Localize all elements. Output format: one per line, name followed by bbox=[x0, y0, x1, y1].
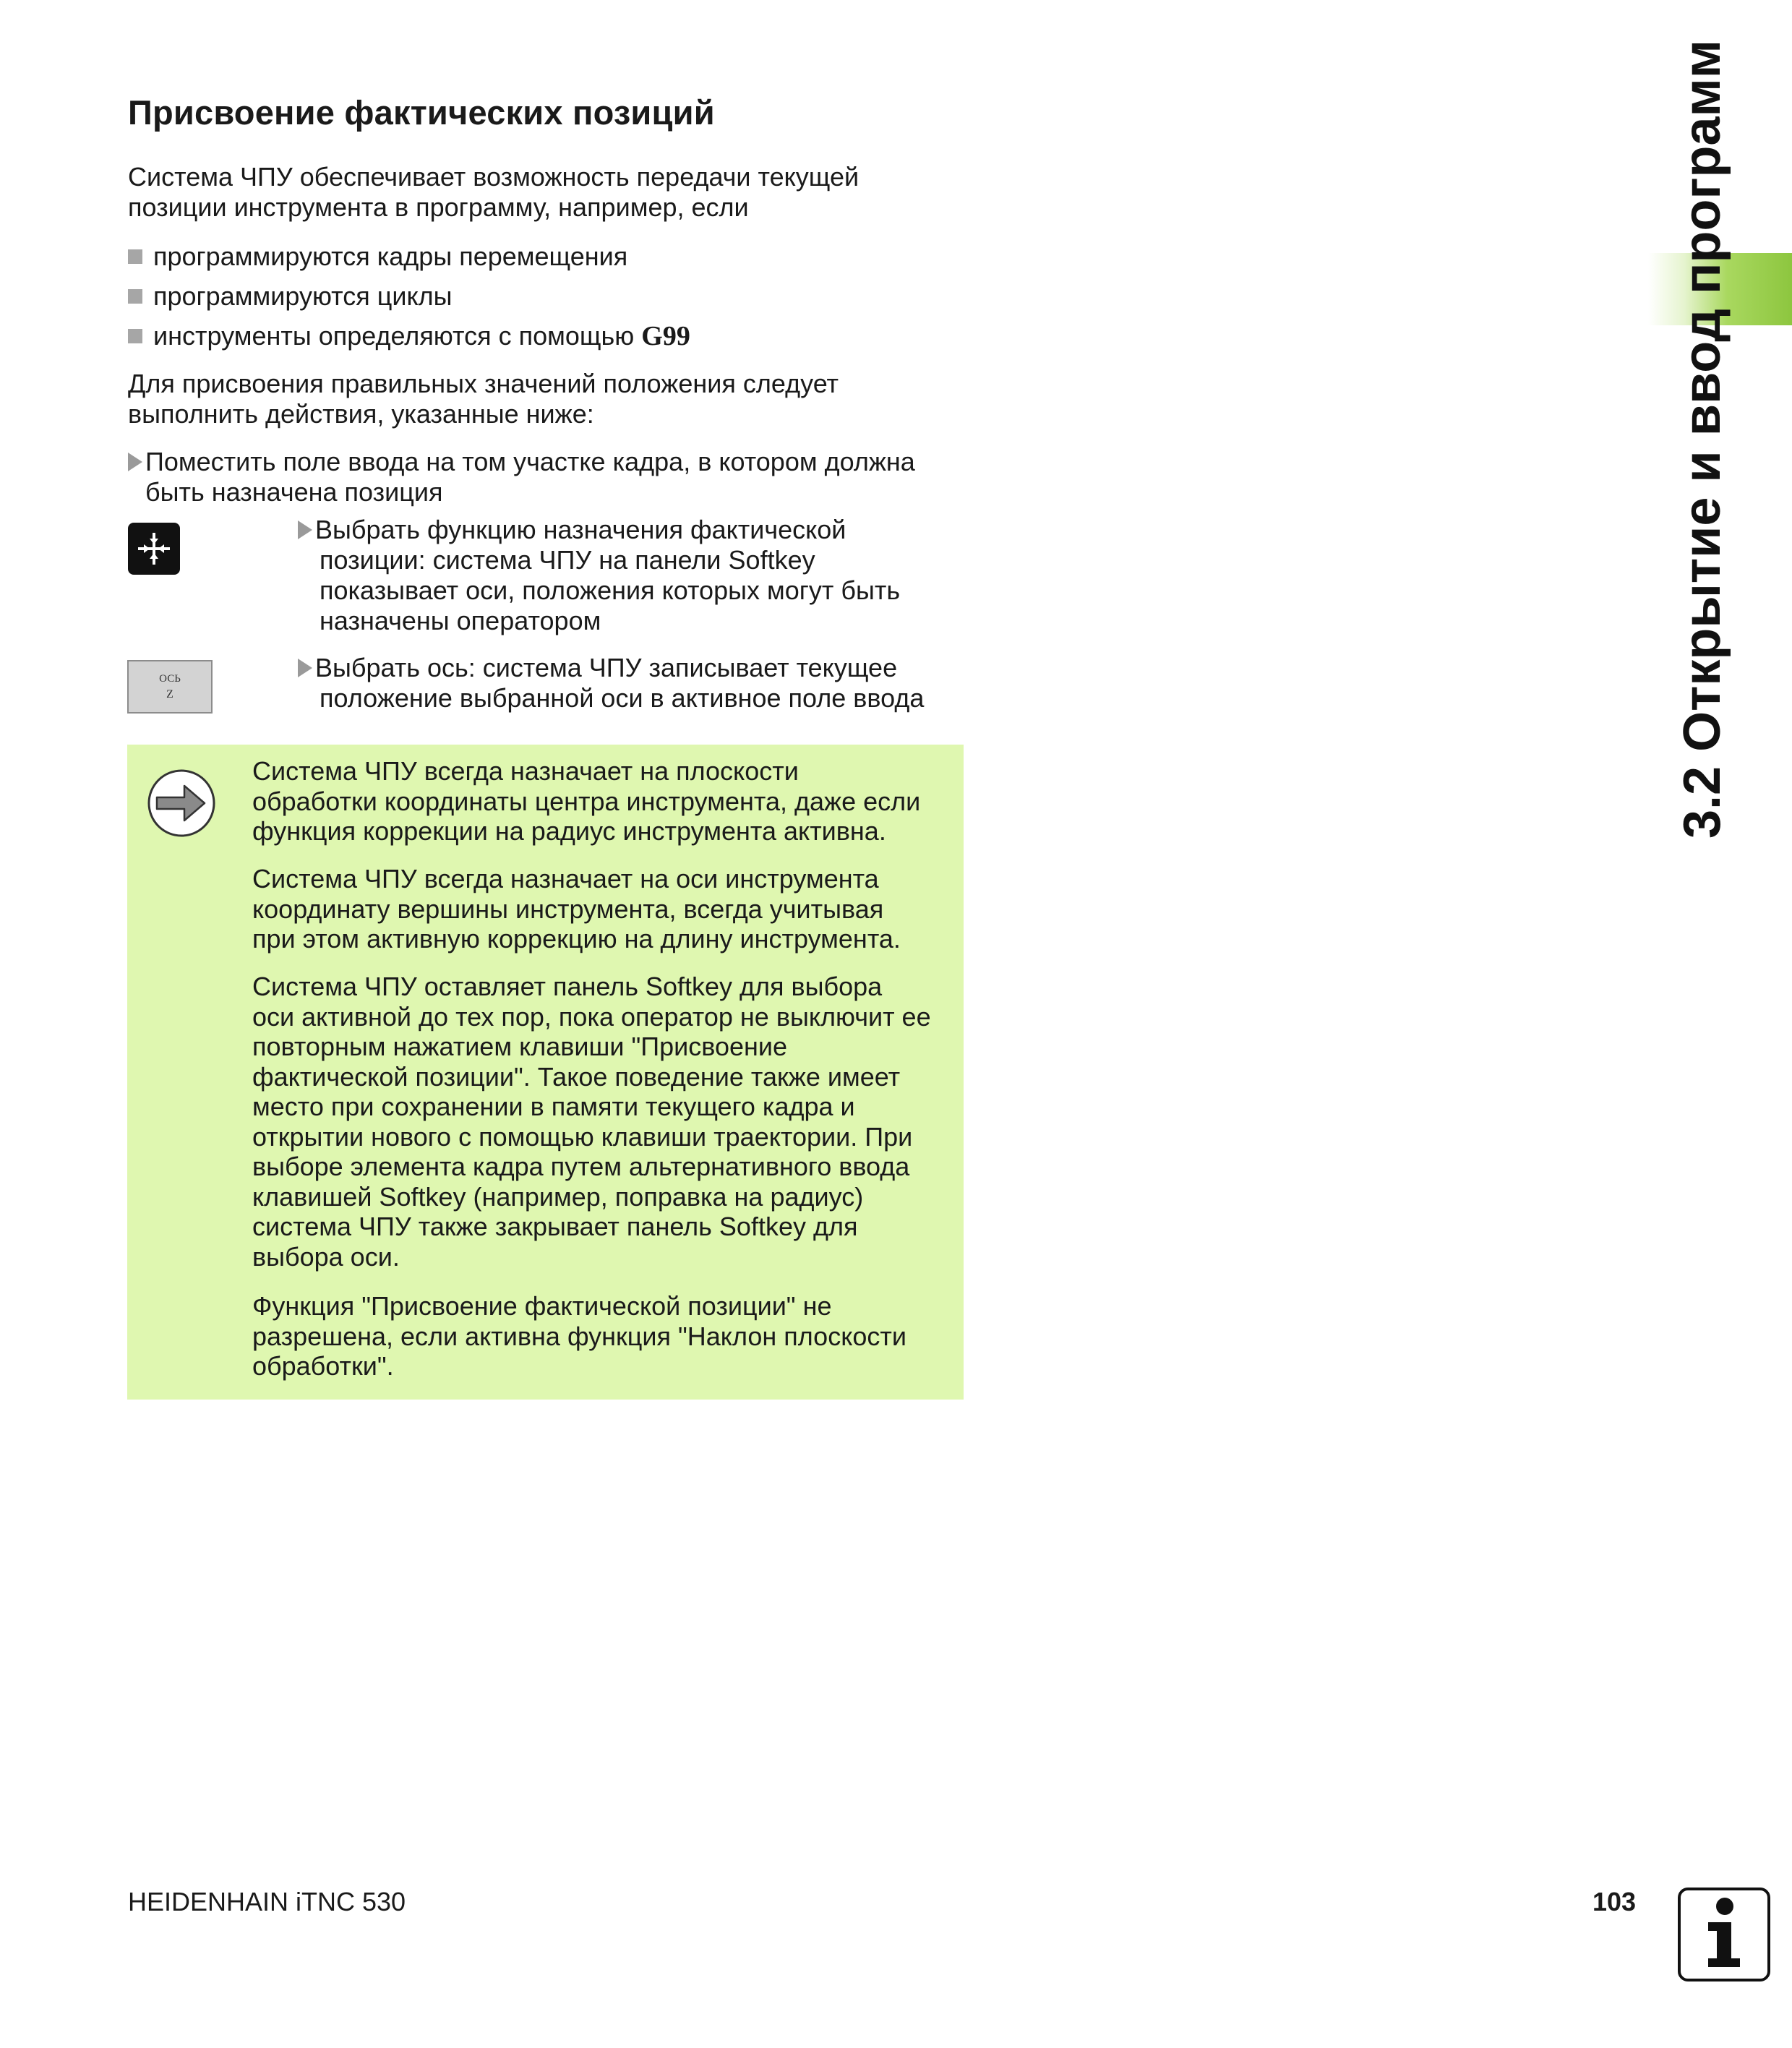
softkey-label-line-2: Z bbox=[166, 688, 173, 700]
footer-manual-name: HEIDENHAIN iTNC 530 bbox=[128, 1887, 406, 1916]
info-glyph-icon bbox=[1681, 1890, 1767, 1979]
bullet-text: программируются циклы bbox=[153, 281, 453, 311]
bullet-square-icon bbox=[128, 329, 142, 343]
step-arrow-icon bbox=[128, 453, 142, 471]
intro-line-2: позиции инструмента в программу, например, если bbox=[128, 192, 749, 222]
note-line: система ЧПУ также закрывает панель Softkey для bbox=[252, 1212, 858, 1241]
arrow-right-note-icon bbox=[147, 768, 216, 838]
note-line: разрешена, если активна функция "Наклон плоскости bbox=[252, 1321, 906, 1351]
step-line: быть назначена позиция bbox=[145, 477, 443, 507]
note-line: фактической позиции". Такое поведение также имеет bbox=[252, 1061, 901, 1092]
step-line: назначены оператором bbox=[320, 606, 601, 635]
note-paragraph-2 bbox=[252, 864, 953, 954]
crosshair-arrows-icon bbox=[128, 523, 180, 575]
bullet-item bbox=[128, 241, 627, 272]
note-line: повторным нажатием клавиши "Присвоение bbox=[252, 1032, 788, 1061]
actual-position-key-icon[interactable] bbox=[128, 523, 180, 575]
step-line: позиции: система ЧПУ на панели Softkey bbox=[320, 545, 815, 575]
step-place-field bbox=[128, 447, 915, 507]
instruction-line-2: выполнить действия, указанные ниже: bbox=[128, 399, 594, 429]
step-arrow-icon bbox=[298, 659, 312, 677]
note-line: Функция "Присвоение фактической позиции" не bbox=[252, 1291, 832, 1321]
chapter-section-title: 3.2 Открытие и ввод программ bbox=[1673, 40, 1731, 839]
note-line: клавишей Softkey (например, поправка на радиус) bbox=[252, 1181, 864, 1212]
note-paragraph-3 bbox=[252, 972, 953, 1272]
page-number: 103 bbox=[1592, 1887, 1637, 1916]
note-line: Система ЧПУ всегда назначает на оси инструмента bbox=[252, 864, 879, 894]
note-line: координату вершины инструмента, всегда учитывая bbox=[252, 894, 884, 924]
axis-z-softkey[interactable] bbox=[127, 660, 213, 714]
bullet-square-icon bbox=[128, 289, 142, 304]
bullet-item bbox=[128, 281, 453, 312]
note-line: при этом активную коррекцию на длину инструмента. bbox=[252, 924, 901, 954]
step-arrow-icon bbox=[298, 520, 312, 539]
softkey-label-line-1: ОСЬ bbox=[159, 673, 181, 685]
step-line: показывает оси, положения которых могут быть bbox=[320, 575, 901, 605]
note-line: Система ЧПУ всегда назначает на плоскости bbox=[252, 756, 799, 786]
note-paragraph-4 bbox=[252, 1291, 953, 1381]
step-line: Выбрать ось: система ЧПУ записывает текущее bbox=[315, 653, 898, 682]
note-line: открытии нового с помощью клавиши траектории. При bbox=[252, 1121, 913, 1152]
note-line: функция коррекции на радиус инструмента активна. bbox=[252, 816, 886, 846]
instruction-line-1: Для присвоения правильных значений положения следует bbox=[128, 369, 839, 398]
intro-line-1: Система ЧПУ обеспечивает возможность передачи текущей bbox=[128, 162, 859, 192]
bullet-text: инструменты определяются с помощью bbox=[153, 321, 642, 351]
step-line: Выбрать функцию назначения фактической bbox=[315, 515, 846, 544]
note-paragraph-1 bbox=[252, 756, 953, 847]
bullet-item bbox=[128, 321, 690, 351]
info-icon[interactable] bbox=[1678, 1888, 1770, 1981]
bullet-text: программируются кадры перемещения bbox=[153, 241, 628, 271]
step-line: положение выбранной оси в активное поле ввода bbox=[320, 683, 925, 713]
bullet-square-icon bbox=[128, 249, 142, 264]
note-line: оси активной до тех пор, пока оператор не выключит ее bbox=[252, 1001, 931, 1032]
step-select-function bbox=[298, 515, 900, 636]
note-line: выборе элемента кадра путем альтернативного ввода bbox=[252, 1152, 910, 1181]
note-line: обработки координаты центра инструмента, даже если bbox=[252, 786, 921, 816]
step-line: Поместить поле ввода на том участке кадра, в котором должна bbox=[145, 447, 915, 476]
note-line: место при сохранении в памяти текущего кадра и bbox=[252, 1092, 855, 1121]
step-select-axis bbox=[298, 653, 924, 714]
note-line: выбора оси. bbox=[252, 1241, 400, 1272]
note-line: обработки". bbox=[252, 1351, 394, 1381]
note-line: Система ЧПУ оставляет панель Softkey для выбора bbox=[252, 972, 883, 1001]
code-g99: G99 bbox=[641, 321, 690, 351]
section-heading: Присвоение фактических позиций bbox=[128, 93, 715, 132]
